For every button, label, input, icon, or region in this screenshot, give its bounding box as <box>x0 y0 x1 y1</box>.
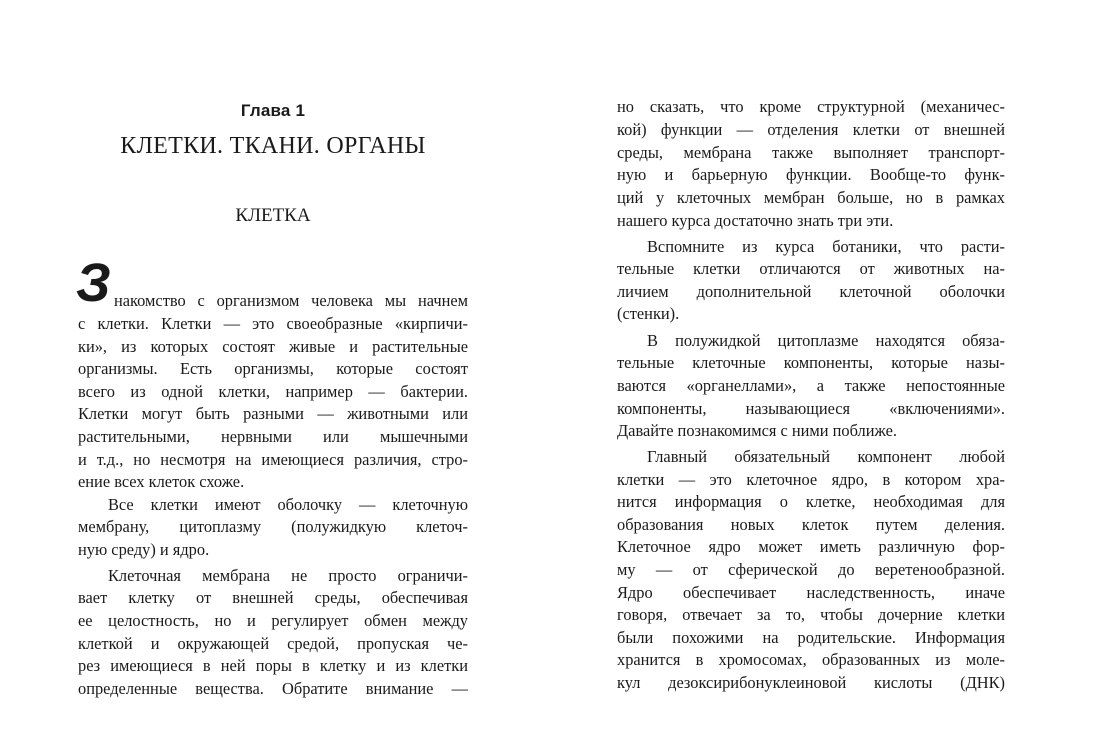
text-line: определенные вещества. Обратите внимание — <box>78 679 468 698</box>
text-line: среды, мембрана также выполняет транспорт- <box>617 143 1005 162</box>
text-line: Давайте познакомимся с ними поближе. <box>617 421 897 440</box>
text-line: клеткой и окружающей средой, пропуская че- <box>78 634 468 653</box>
text-line: растительными, нервными или мышечными <box>78 427 468 446</box>
text-line: организмы. Есть организмы, которые состоят <box>78 359 468 378</box>
chapter-label: Глава 1 <box>240 101 306 120</box>
text-line: ки», из которых состоят живые и растительные <box>78 337 468 356</box>
text-line: ение всех клеток схоже. <box>78 472 245 491</box>
chapter-title: КЛЕТКИ. ТКАНИ. ОРГАНЫ <box>120 133 426 159</box>
text-line: тельные клетки отличаются от животных на- <box>617 259 1005 278</box>
text-line: нашего курса достаточно знать три эти. <box>617 211 894 230</box>
text-line: были похожими на родительские. Информация <box>617 628 1005 647</box>
text-line: компоненты, называющиеся «включениями». <box>617 399 1005 418</box>
drop-cap: З <box>76 253 111 313</box>
text-line: Клетки могут быть разными — животными или <box>78 404 468 423</box>
text-line: с клетки. Клетки — это своеобразные «кирпичи- <box>78 314 468 333</box>
section-title: КЛЕТКА <box>235 205 311 226</box>
text-line: ную среду) и ядро. <box>78 540 210 559</box>
text-line: кой) функции — отделения клетки от внешней <box>617 120 1005 139</box>
text-line: нится информация о клетке, необходимая для <box>617 492 1005 511</box>
text-line: Клеточное ядро может иметь различную фор- <box>617 537 1005 556</box>
text-line: ций у клеточных мембран больше, но в рамках <box>617 188 1005 207</box>
text-line: Все клетки имеют оболочку — клеточную <box>108 495 468 514</box>
text-line: клетки — это клеточное ядро, в котором хра- <box>617 470 1005 489</box>
text-line: рез имеющиеся в ней поры в клетку и из клетки <box>78 656 468 675</box>
text-line: кул дезоксирибонуклеиновой кислоты (ДНК) <box>617 673 1005 692</box>
text-line: всего из одной клетки, например — бактерии. <box>78 382 468 401</box>
text-line: мембрану, цитоплазму (полужидкую клеточ- <box>78 517 468 536</box>
text-line: ную и барьерную функции. Вообще-то функ- <box>617 165 1005 184</box>
text-line: тельные клеточные компоненты, которые назы- <box>617 353 1005 372</box>
text-line: образования новых клеток путем деления. <box>617 515 1005 534</box>
text-line: вает клетку от внешней среды, обеспечивая <box>78 588 468 607</box>
text-line: накомство с организмом человека мы начнем <box>114 291 468 310</box>
text-line: но сказать, что кроме структурной (механичес- <box>617 97 1005 116</box>
text-line: Главный обязательный компонент любой <box>647 447 1005 466</box>
text-line: и т.д., но несмотря на имеющиеся различия, стро- <box>78 450 468 469</box>
text-line: хранится в хромосомах, образованных из моле- <box>617 650 1005 669</box>
text-line: Клеточная мембрана не просто ограничи- <box>108 566 468 585</box>
text-line: В полужидкой цитоплазме находятся обяза- <box>647 331 1005 350</box>
text-line: Ядро обеспечивает наследственность, иначе <box>617 583 1005 602</box>
text-line: Вспомните из курса ботаники, что расти- <box>647 237 1005 256</box>
text-line: личием дополнительной клеточной оболочки <box>617 282 1005 301</box>
text-line: ваются «органеллами», а также непостоянные <box>617 376 1005 395</box>
text-line: ее целостность, но и регулирует обмен между <box>78 611 468 630</box>
text-line: му — от сферической до веретенообразной. <box>617 560 1005 579</box>
text-line: (стенки). <box>617 304 680 323</box>
text-line: говоря, отвечает за то, чтобы дочерние клетки <box>617 605 1005 624</box>
